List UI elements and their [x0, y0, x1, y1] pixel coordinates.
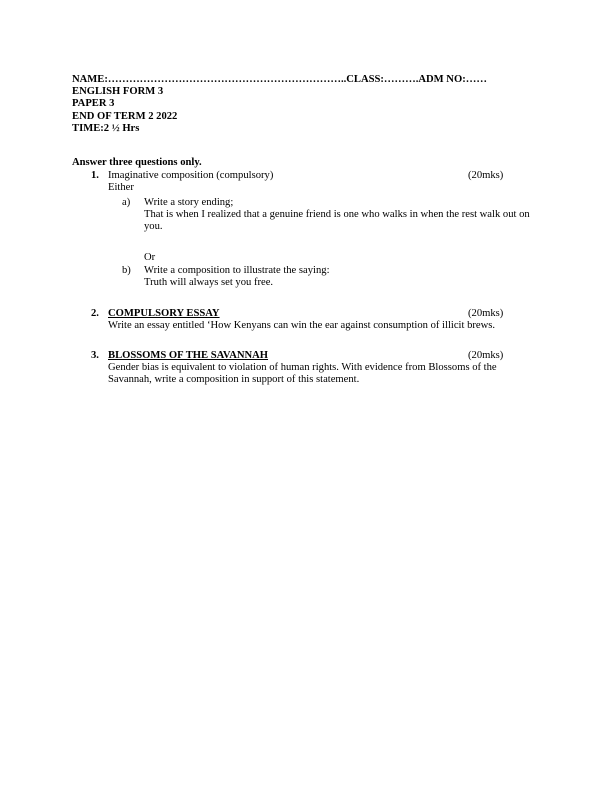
- question-2: [91, 308, 540, 332]
- question-title-row: [108, 170, 540, 182]
- paper-line: PAPER 3: [72, 98, 115, 110]
- option-detail: That is when I realized that a genuine friend is one who walks in when the rest walk out on you.: [144, 209, 530, 233]
- name-class-adm-line: NAME:…………………………………………………………..CLASS:……….ADM NO:……: [72, 74, 487, 85]
- question-3: [91, 350, 540, 387]
- question-number: 1.: [91, 170, 99, 181]
- question-number: 2.: [91, 308, 99, 319]
- option-prompt: Write a composition to illustrate the saying:: [144, 265, 330, 276]
- option-a: [122, 197, 534, 234]
- question-title: COMPULSORY ESSAY: [108, 308, 220, 319]
- option-b: [122, 265, 534, 289]
- question-1: [91, 170, 540, 194]
- question-title: BLOSSOMS OF THE SAVANNAH: [108, 350, 269, 361]
- option-letter: a): [122, 197, 131, 208]
- time-line: TIME:2 ½ Hrs: [72, 122, 140, 134]
- question-marks: (20mks): [468, 308, 504, 319]
- question-marks: (20mks): [468, 350, 504, 361]
- question-title-row: [108, 350, 540, 362]
- question-number: 3.: [91, 350, 99, 361]
- exam-header: [72, 74, 542, 135]
- option-prompt: Write a story ending;: [144, 197, 234, 208]
- question-body: Gender bias is equivalent to violation of human rights. With evidence from Blossoms of the Savannah, write a composition in support of this statement.: [108, 362, 497, 386]
- question-marks: (20mks): [468, 170, 504, 181]
- term-line: END OF TERM 2 2022: [72, 110, 178, 122]
- or-label: Or: [144, 252, 156, 263]
- instructions: Answer three questions only.: [72, 157, 202, 168]
- question-title: Imaginative composition (compulsory): [108, 170, 274, 181]
- subject-line: ENGLISH FORM 3: [72, 86, 164, 98]
- either-label: Either: [108, 182, 134, 194]
- option-detail: Truth will always set you free.: [144, 277, 274, 289]
- question-title-row: [108, 308, 540, 320]
- option-letter: b): [122, 265, 131, 276]
- question-body: Write an essay entitled ‘How Kenyans can win the ear against consumption of illicit brews.: [108, 320, 496, 332]
